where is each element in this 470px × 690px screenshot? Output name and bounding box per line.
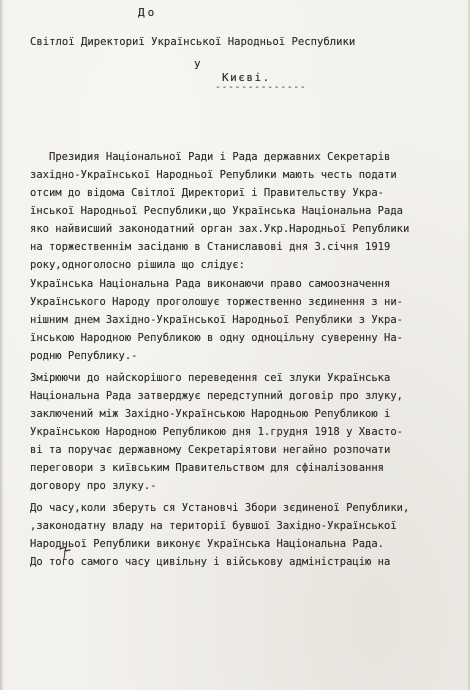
body-line: заключений між Західно-Українською Народньою Републикою і: [30, 408, 391, 420]
body-line: договору про злуку.-: [30, 480, 157, 492]
body-line: переговори з київським Правительством для сфіналізовання: [30, 462, 385, 474]
body-line: їнської Народньої Республики,що Українська Національна Рада: [30, 205, 403, 217]
body-line: року,одноголосно рішила що слідує:: [30, 259, 245, 271]
salutation-to: До: [138, 6, 158, 19]
body-line: ві та поручає державному Секретаріятови негайно розпочати: [30, 444, 391, 456]
body-line: західно-Української Народньої Републики мають честь подати: [30, 169, 397, 181]
body-line: Народньої Републики виконує Українська Національна Рада.: [30, 538, 385, 550]
body-line: Українського Народу проголошує торжественно зєдинення з ни-: [30, 296, 403, 308]
body-line: До того самого часу цивільну і військову адміністрацію на: [30, 556, 391, 568]
body-line: яко найвисший законодатний орган зах.Укр.Народньої Републики: [30, 223, 410, 235]
city-name: Києві.: [222, 71, 271, 84]
body-line: отсим до відома Світлої Директориї і Правительству Укра-: [30, 187, 385, 199]
city-underline: --------------: [215, 82, 307, 93]
ink-mark-icon: [57, 545, 75, 563]
body-line: Національна Рада затверджує передступний договір про злуку,: [30, 390, 403, 402]
addressee-line: Світлої Директориї Української Народньої Республики: [30, 36, 356, 48]
body-line: Українською Народною Републикою дня 1.грудня 1918 у Хвасто-: [30, 426, 403, 438]
body-line: родню Републику.-: [30, 350, 138, 362]
body-line: Українська Національна Рада виконаючи право самоозначення: [30, 278, 391, 290]
body-line: Змірюючи до найскорішого переведення сеї злуки Українська: [30, 372, 391, 384]
page-edge-shadow-left: [0, 0, 4, 690]
body-line: нішним днем Західно-Української Народньої Републики з Укра-: [30, 314, 403, 326]
body-line: Президия Національної Ради і Рада державних Секретарів: [49, 151, 391, 163]
body-line: на торжественнім засіданю в Станиславові дня 3.січня 1919: [30, 241, 391, 253]
preposition-in: у: [194, 57, 201, 70]
body-line: До часу,коли зберуть ся Установчі Збори зєдиненої Републики,: [30, 502, 410, 514]
body-line: ,законодатну владу на території бувшої Західно-Української: [30, 520, 397, 532]
body-line: їнською Народною Републикою в одну одноцільну суверенну На-: [30, 332, 403, 344]
